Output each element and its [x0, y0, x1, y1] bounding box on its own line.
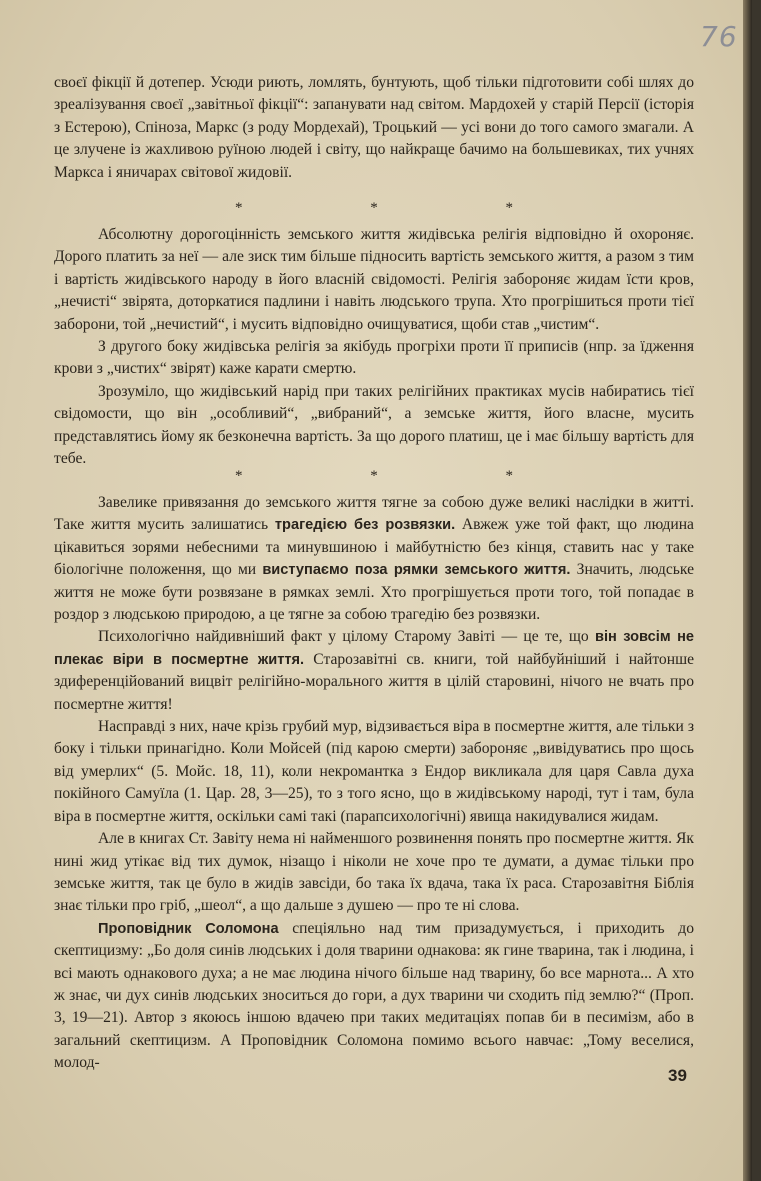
paragraph-6-text-c: Старозавітні св. книги, той найбуйніший і найтонше здиференційований вицвіт релігійно-морального життя в цілій старовині, нічого не вчать про посмертне життя! — [54, 650, 694, 713]
emphasis-tragedy: трагедією без розвязки. — [274, 517, 456, 534]
emphasis-beyond-earthly-life: виступаємо поза рямки земського життя. — [262, 562, 571, 579]
paragraph-group-2 — [54, 224, 694, 470]
paragraph-5-text-a: Завелике привязання до земського життя тягне за собою дуже великі наслідки в житті. Таке життя мусить залишатись — [54, 494, 694, 534]
paragraph-5-text-c: Авжеж уже той факт, що людина цікавиться зорями небесними та минувшиною і майбутністю без кінця, ставить нас у таке біологічне положення, що ми — [54, 516, 694, 579]
page-edge-shadow — [743, 0, 752, 1181]
paragraph-3: З другого боку жидівська релігія за якібудь прогріхи проти її приписів (нпр. за їдження крови з „чистих“ звірят) каже карати смертю. — [54, 338, 694, 378]
paragraph-9 — [54, 918, 694, 1075]
page-number: 39 — [668, 1066, 687, 1085]
section-divider-stars-2: * * * — [235, 468, 575, 484]
paragraph-2: Абсолютну дорогоцінність земського життя жидівська релігія відповідно й охороняє. Дорого платить за неї — але зиск тим більше підносить вартість земського життя, а разом з тим і вартість жидівського народу в його власній свідомості. Релігія забороняє жидам їсти кров, „нечисті“ звірята, доторкатися падлини і навіть людського трупа. Хто прогрішиться проти тієї заборони, той „нечистий“, і мусить відповідно очищуватися, щоби став „чистим“. — [54, 226, 694, 333]
handwritten-folio-number: 76 — [700, 20, 738, 53]
paragraph-1-block — [54, 72, 694, 184]
paragraph-8: Але в книгах Ст. Завіту нема ні найменшого розвинення понять про посмертне життя. Як нині жид утікає від тих думок, нізащо і ніколи не хоче про те думати, а думає тільки про земське життя, так це було в жидів завсіди, бо така їх вдача, така їх раса. Старозавітня Біблія знає тільки про гріб, „шеол“, а що дальше з душею — про те ні слова. — [54, 830, 694, 915]
paragraph-group-3 — [54, 492, 694, 1075]
paragraph-6 — [54, 626, 694, 716]
paragraph-7: Насправді з них, наче крізь грубий мур, відзивається віра в посмертне життя, але тільки з боку і тільки принагідно. Коли Мойсей (під карою смерти) забороняє „вивідуватись про щось від умерлих“ (5. Мойс. 18, 11), коли некромантка з Ендор викликала для царя Савла духа покійного Самуїла (1. Цар. 28, 3—25), то з того ясно, що в жидівському народі, тут і там, була віра в посмертне життя, оскільки самі такі (парапсихологічні) явища накидувалися жидам. — [54, 718, 694, 825]
paragraph-5-text-e: Значить, людське життя не може бути розвязане в рямках землі. Хто прогрішується проти того, той попадає в роздор з людською природою, а це тягне за собою трагедію без розвязки. — [54, 561, 694, 624]
emphasis-no-afterlife-faith: він зовсім не плекає віри в посмертне життя. — [54, 629, 695, 668]
paragraph-9-text-b: спеціяльно над тим призадумується, і приходить до скептицизму: „Бо доля синів людських і доля тварини однакова: як гине тварина, так і людина, і всі мають однакового духа; а не має людина нічого більше над тварину, бо все марнота... А хто ж знає, чи дух синів людських зноситься до гори, а дух тварини чи сходить під землю?“ (Проп. 3, 19—21). Автор з якоюсь іншою вдачею при таких медитаціях попав би в песимізм, або в загальний скептицизм. А Проповідник Соломона помимо всього навчає: „Тому веселися, молод- — [54, 919, 694, 1072]
section-divider-stars-1: * * * — [235, 200, 575, 216]
paragraph-1: своєї фікції й дотепер. Усюди риють, ломлять, бунтують, щоб тільки підготовити собі шлях до зреалізування своєї „завітньої фікції“: запанувати над світом. Мардохей у старій Персії (історія з Естерою), Спіноза, Маркс (з роду Мордехай), Троцький — усі вони до того самого змагали. А це злучене із жахливою руїною людей і світу, що найкраще бачимо на большевиках, тих учнях Маркса і яничарах світової жидовії. — [54, 74, 694, 181]
paragraph-5 — [54, 492, 694, 626]
emphasis-preacher-solomon: Проповідник Соломона — [98, 920, 279, 937]
paragraph-4: Зрозуміло, що жидівський нарід при таких релігійних практиках мусів набиратись тієї свідомости, що він „особливий“, „вибраний“, а земське життя, його власне, мусить представлятись йому як безконечна вартість. За що дорого платиш, це і має більшу вартість для тебе. — [54, 382, 694, 468]
paragraph-6-text-a: Психологічно найдивніший факт у цілому Старому Завіті — це те, що — [98, 628, 595, 646]
